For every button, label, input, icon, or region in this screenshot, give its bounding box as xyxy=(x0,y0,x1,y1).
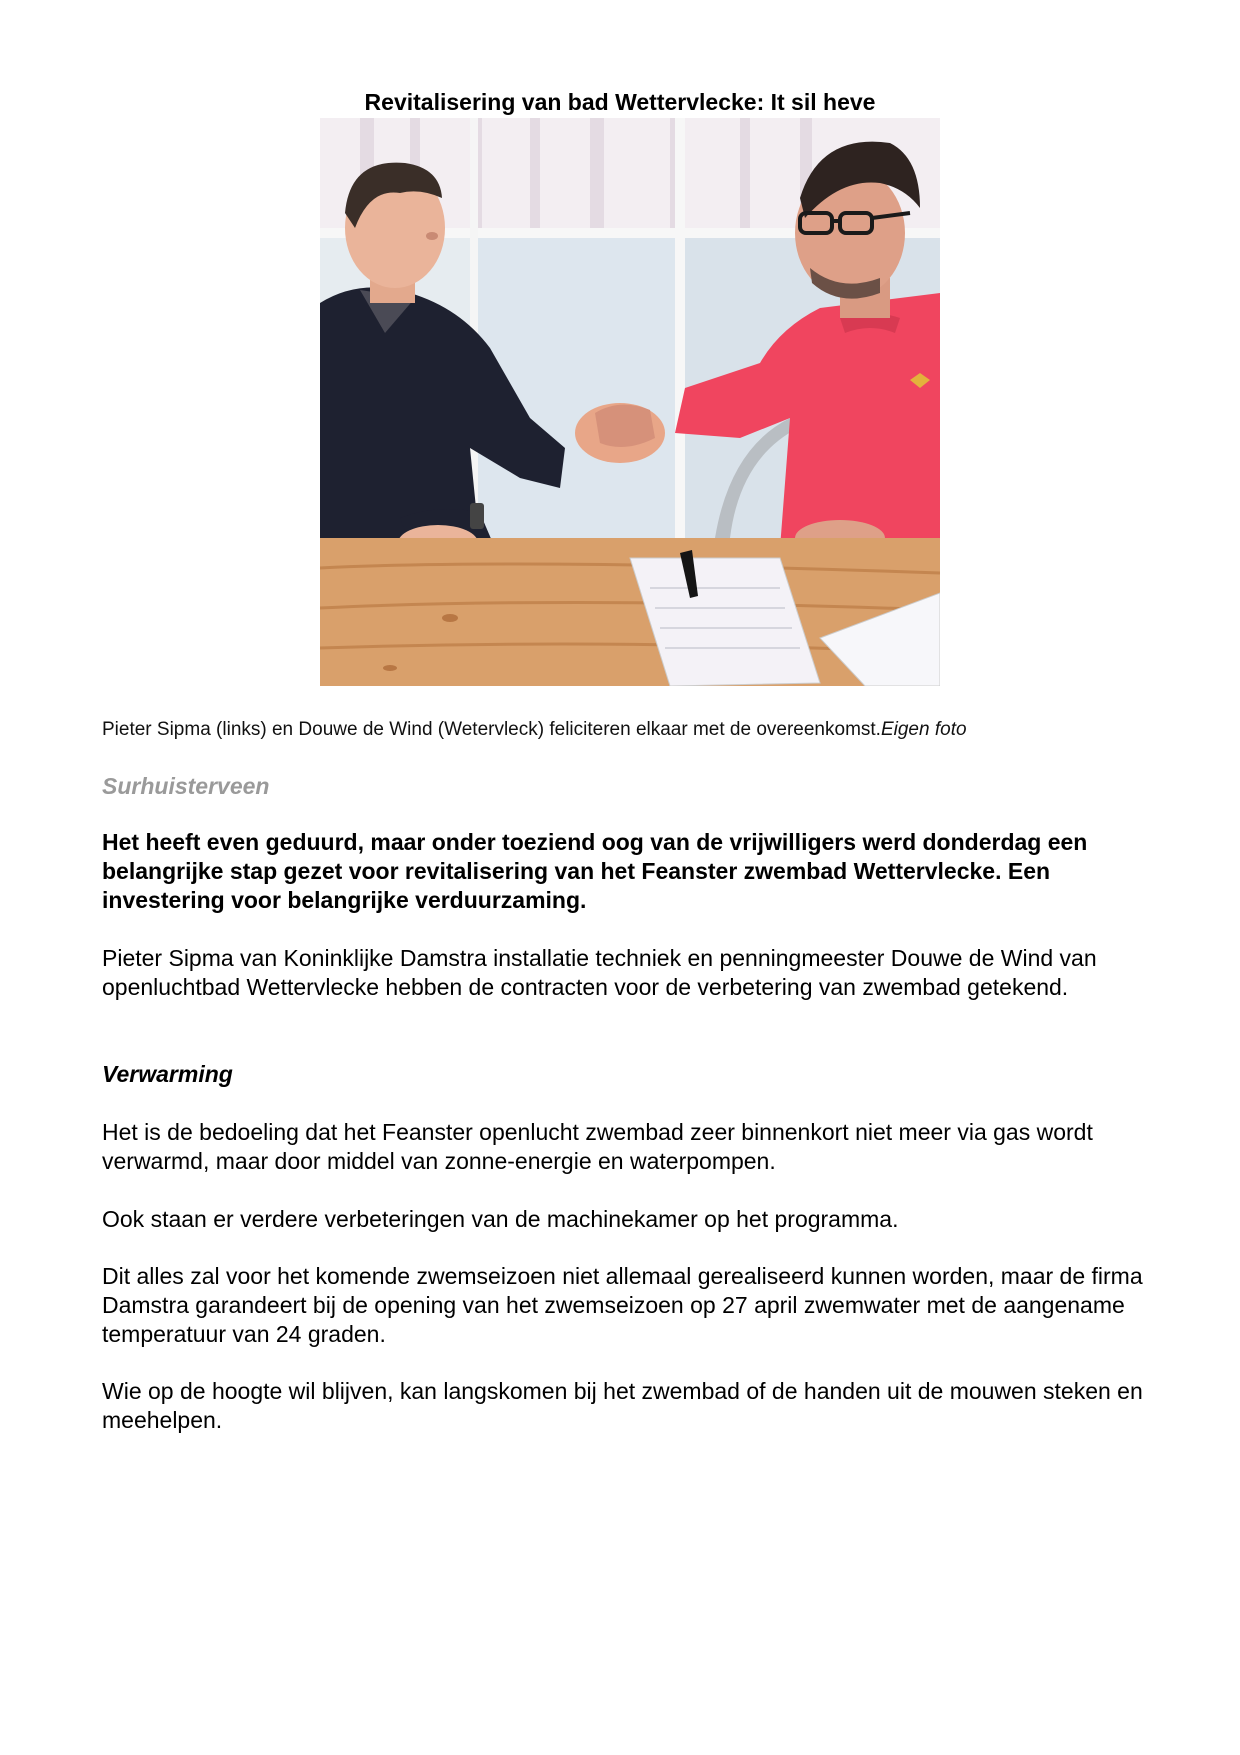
paragraph-5: Wie op de hoogte wil blijven, kan langskomen bij het zwembad of de handen uit de mouwen steken en meehelpen. xyxy=(102,1378,1143,1433)
paragraph-4: Dit alles zal voor het komende zwemseizoen niet allemaal gerealiseerd kunnen worden, maar de firma Damstra garandeert bij de opening van het zwemseizoen op 27 april zwemwater met de aangename temperatuur van 24 graden. xyxy=(102,1263,1143,1347)
caption-text: Pieter Sipma (links) en Douwe de Wind (Wetervleck) feliciteren elkaar met de overeenkomst. xyxy=(102,719,881,740)
paragraph-2: Het is de bedoeling dat het Feanster openlucht zwembad zeer binnenkort niet meer via gas wordt verwarmd, maar door middel van zonne-energie en waterpompen. xyxy=(102,1119,1093,1174)
photo-caption xyxy=(102,718,967,742)
article-photo xyxy=(320,118,940,686)
caption-credit: Eigen foto xyxy=(880,719,967,740)
paragraph-3: Ook staan er verdere verbeteringen van de machinekamer op het programma. xyxy=(102,1206,899,1232)
article-title: Revitalisering van bad Wettervlecke: It sil heve xyxy=(364,89,876,115)
location-label: Surhuisterveen xyxy=(102,773,270,799)
article-lead: Het heeft even geduurd, maar onder toeziend oog van de vrijwilligers werd donderdag een belangrijke stap gezet voor revitalisering van het Feanster zwembad Wettervlecke. Een investering voor belangrijke verduurzaming. xyxy=(102,829,1088,913)
paragraph-1: Pieter Sipma van Koninklijke Damstra installatie techniek en penningmeester Douwe de Wind van openluchtbad Wettervlecke hebben de contracten voor de verbetering van zwembad getekend. xyxy=(102,945,1097,1000)
subheading-verwarming: Verwarming xyxy=(102,1061,233,1087)
